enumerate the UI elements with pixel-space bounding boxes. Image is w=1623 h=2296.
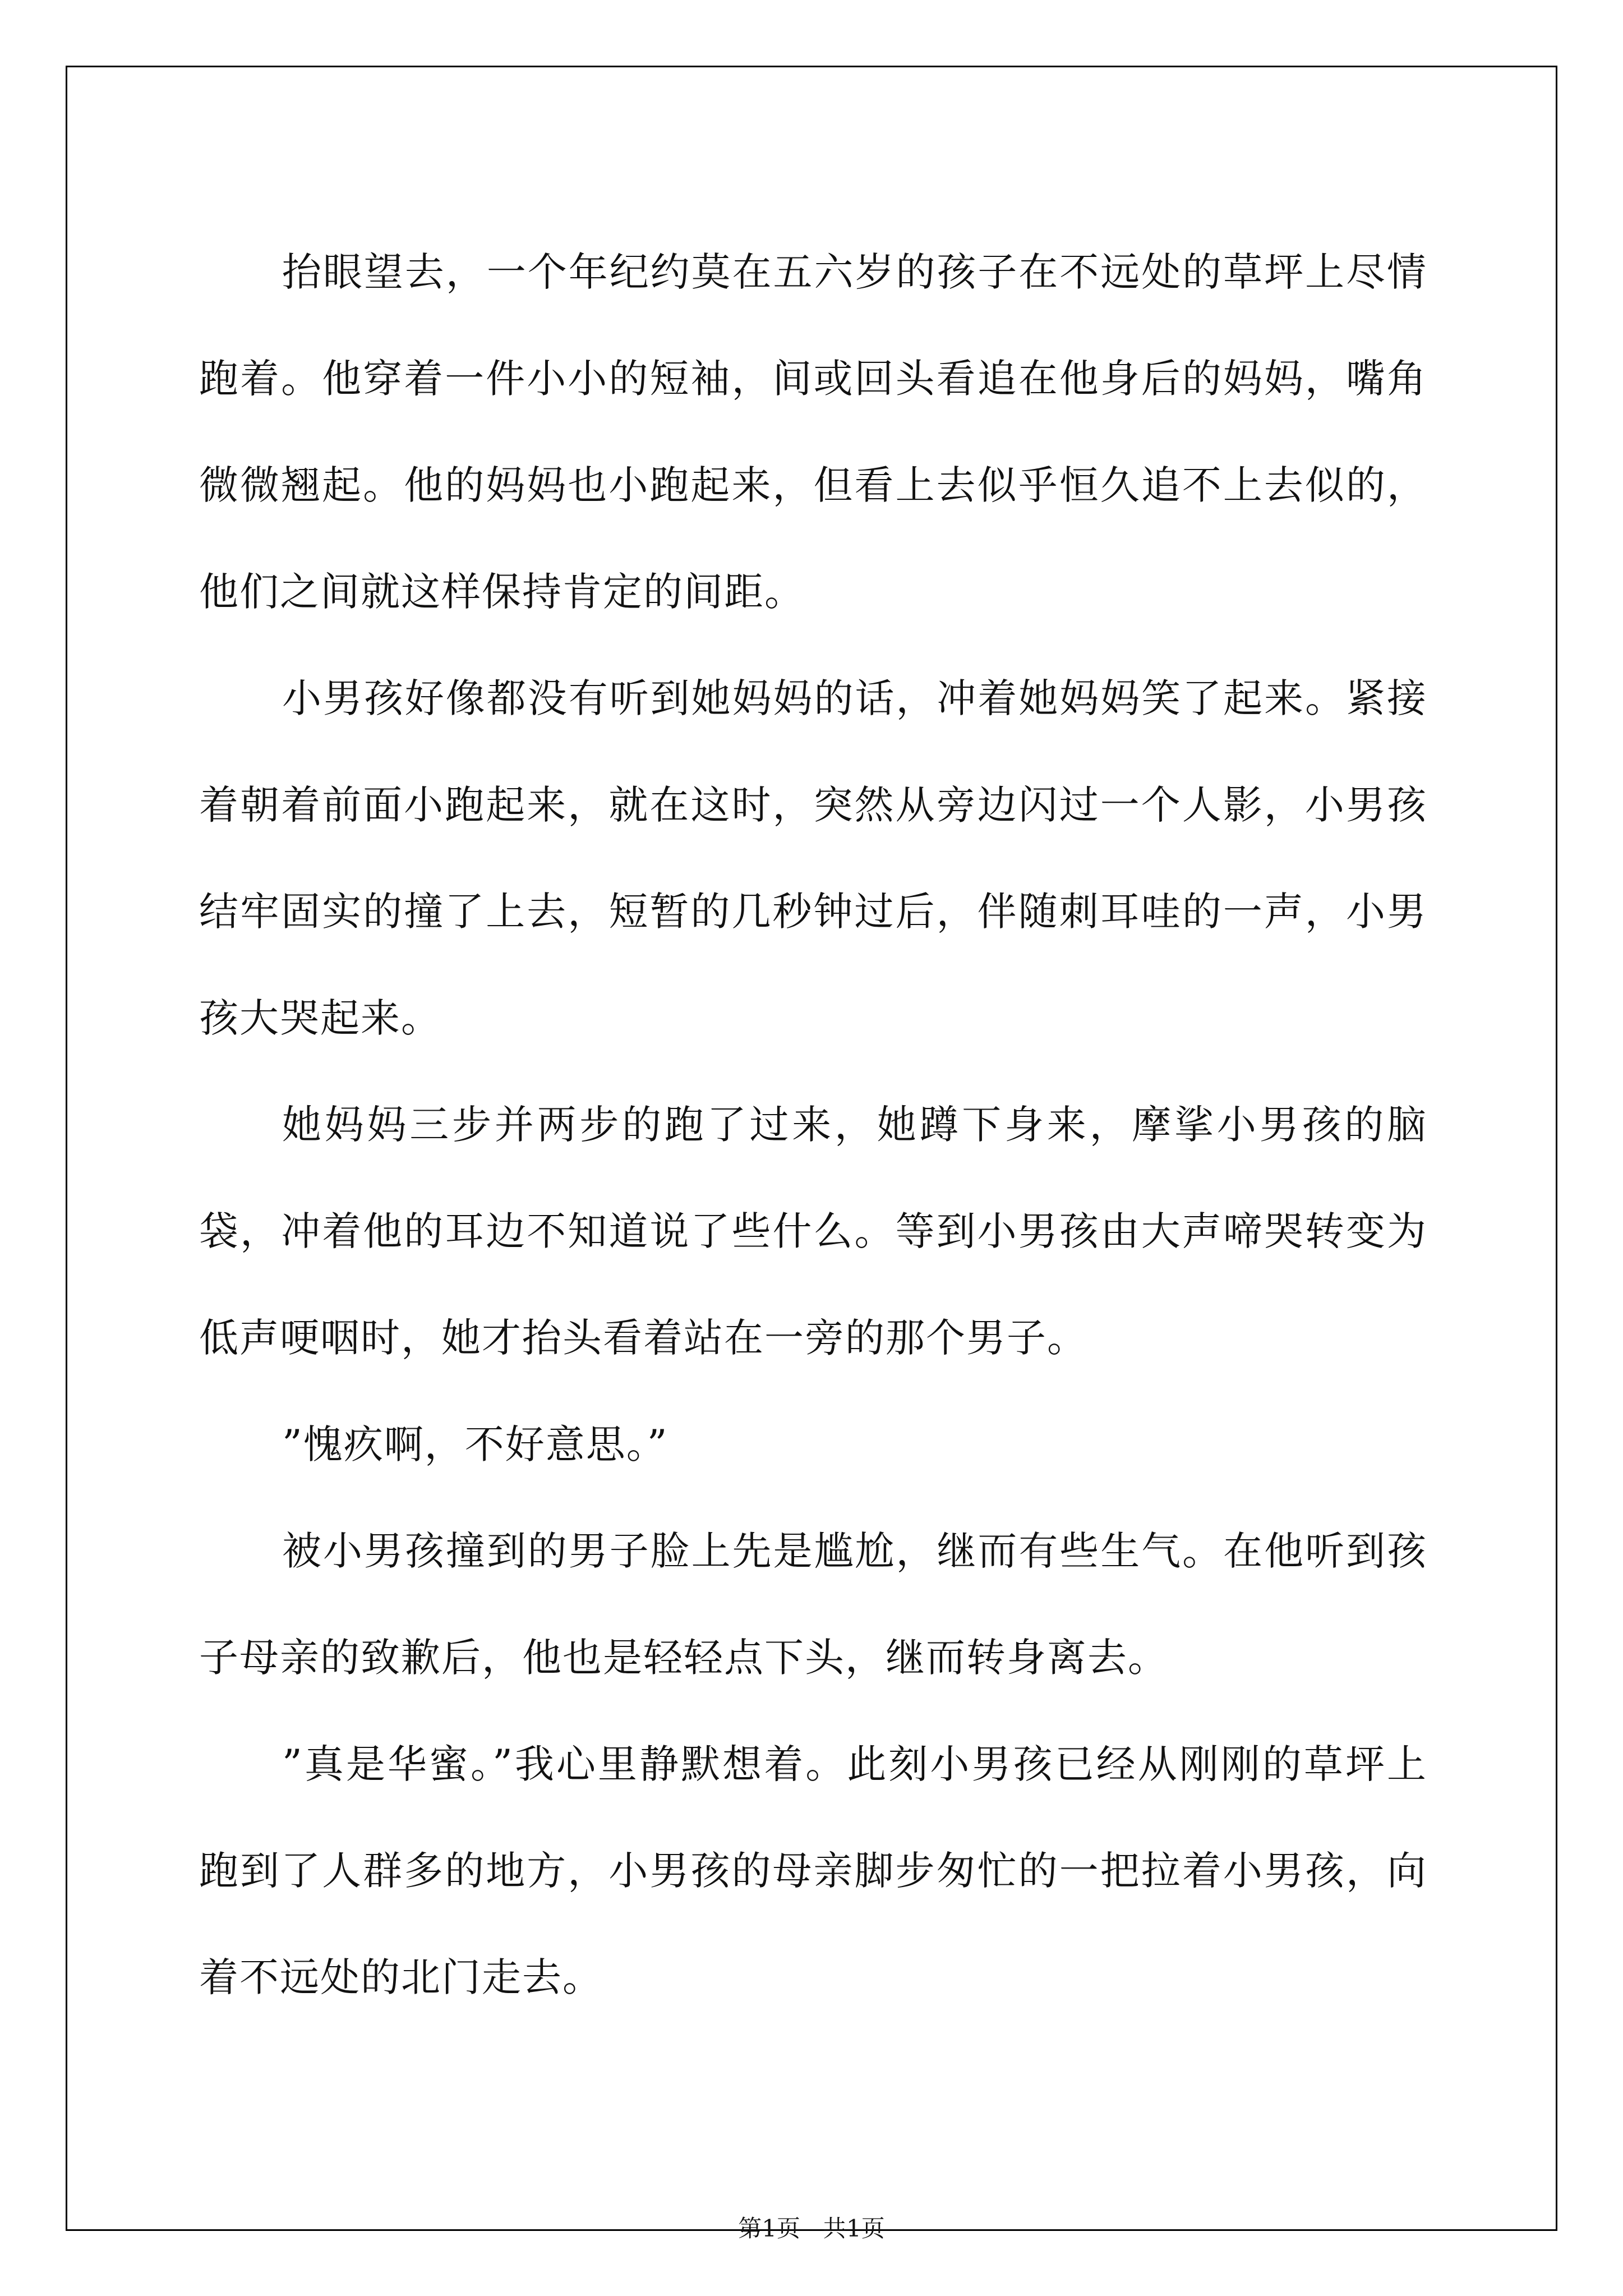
paragraph-1: 抬眼望去，一个年纪约莫在五六岁的孩子在不远处的草坪上尽情跑着。他穿着一件小小的短袖，间或回头看追在他身后的妈妈，嘴角微微翘起。他的妈妈也小跑起来，但看上去似乎恒久追不上去似的，他们之间就这样保持肯定的间距。 — [199, 249, 1427, 615]
paragraph-2: 小男孩好像都没有听到她妈妈的话，冲着她妈妈笑了起来。紧接着朝着前面小跑起来，就在这时，突然从旁边闪过一个人影，小男孩结牢固实的撞了上去，短暂的几秒钟过后，伴随刺耳哇的一声，小男孩大哭起来。 — [199, 675, 1427, 1041]
document-body — [199, 219, 1427, 2031]
paragraph-5: 被小男孩撞到的男子脸上先是尴尬，继而有些生气。在他听到孩子母亲的致歉后，他也是轻轻点下头，继而转身离去。 — [199, 1528, 1427, 1681]
paragraph-4: ”愧疚啊，不好意思。” — [282, 1421, 668, 1467]
paragraph-6: ”真是华蜜。”我心里静默想着。此刻小男孩已经从刚刚的草坪上跑到了人群多的地方，小男孩的母亲脚步匆忙的一把拉着小男孩，向着不远处的北门走去。 — [199, 1741, 1427, 2000]
page-footer: 第1页 共1页 — [738, 2215, 885, 2242]
paragraph-3: 她妈妈三步并两步的跑了过来，她蹲下身来，摩挲小男孩的脑袋，冲着他的耳边不知道说了些什么。等到小男孩由大声啼哭转变为低声哽咽时，她才抬头看着站在一旁的那个男子。 — [199, 1102, 1427, 1361]
